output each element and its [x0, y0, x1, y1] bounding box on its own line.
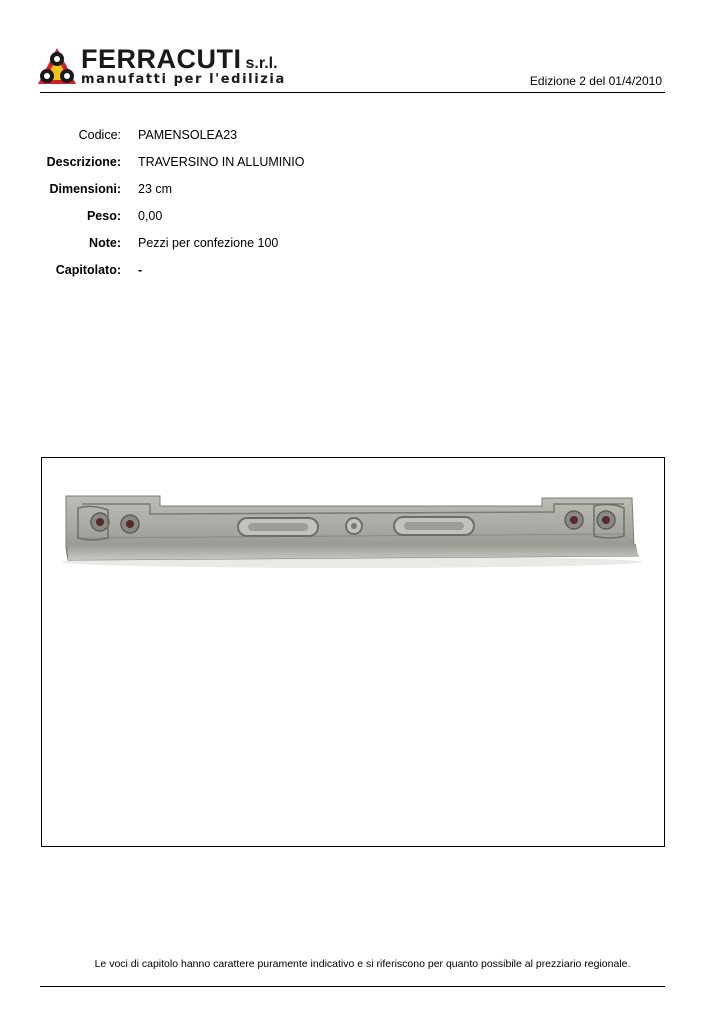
field-label: Note:: [89, 236, 121, 250]
brand-tagline: manufatti per l'edilizia: [81, 72, 286, 87]
header-divider: [40, 92, 665, 93]
field-value: Pezzi per confezione 100: [138, 236, 279, 250]
field-label: Dimensioni:: [49, 182, 121, 196]
brand-suffix: s.r.l.: [245, 55, 278, 72]
field-value: -: [138, 263, 143, 277]
field-label: Codice:: [78, 128, 121, 142]
logo-emblem-icon: [36, 46, 78, 86]
field-peso: [0, 209, 500, 227]
field-label: Peso:: [86, 209, 121, 223]
field-value: TRAVERSINO IN ALLUMINIO: [138, 155, 305, 169]
field-descrizione: [0, 155, 500, 173]
field-codice: [0, 128, 500, 146]
company-logo: [36, 44, 286, 88]
brand-name: FERRACUTI s.r.l.: [81, 44, 278, 74]
edition-label: Edizione 2 del 01/4/2010: [529, 74, 662, 88]
field-note: [0, 236, 500, 254]
footer-divider: [40, 986, 665, 987]
aluminum-crossbar-image: [42, 458, 664, 846]
product-photo: [41, 457, 665, 847]
field-capitolato: [0, 263, 500, 281]
field-label: Descrizione:: [46, 155, 121, 169]
field-value: 0,00: [138, 209, 163, 223]
footer-disclaimer: Le voci di capitolo hanno carattere puramente indicativo e si riferiscono per quanto possibile al prezziario regionale.: [94, 958, 631, 970]
field-label: Capitolato:: [55, 263, 121, 277]
field-value: 23 cm: [138, 182, 173, 196]
field-value: PAMENSOLEA23: [138, 128, 238, 142]
field-dimensioni: [0, 182, 500, 200]
